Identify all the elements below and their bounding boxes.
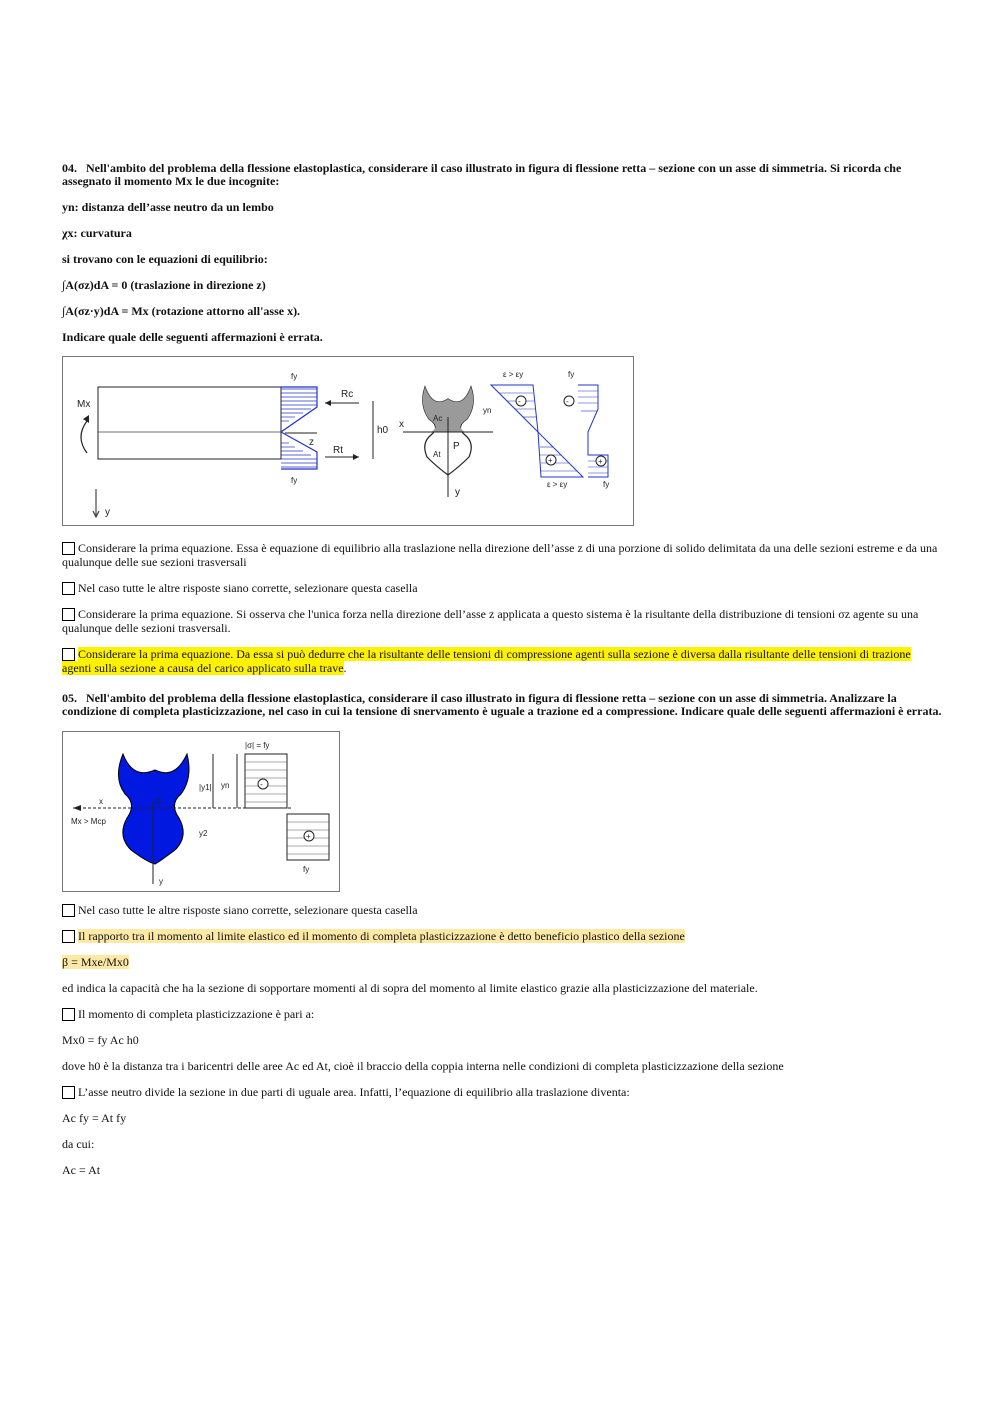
label-h0: h0 xyxy=(377,425,389,436)
q05-option-3-text: Il momento di completa plasticizzazione è pari a: xyxy=(78,1007,315,1021)
q04-option-3-text: Considerare la prima equazione. Si osserva che l'unica forza nella direzione dell’asse z applicata a questo sistema è la risultante della distribuzione di tensioni σz agente su una qualunque delle sezioni trasversali. xyxy=(62,607,919,635)
q04-eq-intro: si trovano con le equazioni di equilibrio: xyxy=(62,252,268,266)
q05-option-3-checkbox[interactable] xyxy=(62,1008,75,1021)
label-p: P xyxy=(453,441,460,452)
q04-option-4 xyxy=(62,647,942,675)
label-ac: Ac xyxy=(433,414,443,423)
q05-option-2-checkbox[interactable] xyxy=(62,930,75,943)
beam-body xyxy=(98,387,281,459)
q05-option-2-formula-line xyxy=(62,955,942,969)
q05-label-mx: Mx > Mcp xyxy=(71,817,106,826)
q05-x-arrowhead xyxy=(73,805,81,811)
label-eps-bottom: ε > εy xyxy=(547,480,568,489)
q05-label-plus: + xyxy=(306,832,311,841)
q05-option-4-checkbox[interactable] xyxy=(62,1086,75,1099)
q05-figure xyxy=(62,731,340,892)
q04-option-4-text: Considerare la prima equazione. Da essa si può dedurre che la risultante delle tensioni di compressione agenti sulla sezione è diversa dalla risultante delle tensioni di trazione agenti sulla sezione a causa del carico applicato sulla trave xyxy=(62,647,911,675)
q04-figure xyxy=(62,356,634,526)
q04-option-2-checkbox[interactable] xyxy=(62,582,75,595)
label-yn: yn xyxy=(483,406,492,415)
q05-question xyxy=(62,692,942,718)
q04-ask: Indicare quale delle seguenti affermazioni è errata. xyxy=(62,330,323,344)
label-strain-plus: + xyxy=(548,456,553,465)
q04-option-2 xyxy=(62,581,942,595)
q05-label-fy: fy xyxy=(303,865,310,874)
q05-option-1-text: Nel caso tutte le altre risposte siano corrette, selezionare questa casella xyxy=(78,903,418,917)
q04-question-text: Nell'ambito del problema della flessione elastoplastica, considerare il caso illustrato in figura di flessione retta – sezione con un asse di simmetria. Si ricorda che assegnato il momento Mx le due incognite: xyxy=(62,161,902,188)
moment-arrow xyxy=(81,421,87,453)
q05-option-4-mid: da cui: xyxy=(62,1137,95,1151)
strain-top xyxy=(491,385,538,432)
q05-option-3 xyxy=(62,1007,942,1021)
q05-option-2-text: Il rapporto tra il momento al limite elastico ed il momento di completa plasticizzazione è detto beneficio plastico della sezione xyxy=(78,929,685,943)
label-eps-top: ε > εy xyxy=(503,370,524,379)
q05-option-2-tail: ed indica la capacità che ha la sezione di sopportare momenti al di sopra del momento al limite elastico grazie alla plasticizzazione del materiale. xyxy=(62,981,758,995)
q05-option-4-formula2: Ac = At xyxy=(62,1163,101,1177)
label-stress2-minus: - xyxy=(566,397,569,406)
q05-label-y: y xyxy=(159,877,163,886)
label-fy-right-bottom: fy xyxy=(603,480,610,489)
label-rc: Rc xyxy=(341,389,354,400)
q04-option-3-checkbox[interactable] xyxy=(62,608,75,621)
label-stress2-plus: + xyxy=(598,457,603,466)
q05-option-1 xyxy=(62,903,942,917)
q05-question-text: Nell'ambito del problema della flessione elastoplastica, considerare il caso illustrato in figura di flessione retta – sezione con un asse di simmetria. Analizzare la condizione di completa plasticizzazione, nel caso in cui la tensione di snervamento è uguale a trazione ed a compressione. Indicare quale delle seguenti affermazioni è errata. xyxy=(62,691,942,718)
label-strain-minus: - xyxy=(518,397,521,406)
q04-number: 04. xyxy=(62,161,77,175)
q05-option-2-formula: β = Mxe/Mx0 xyxy=(62,955,129,969)
label-rt: Rt xyxy=(333,445,343,456)
q05-option-4-text: L’asse neutro divide la sezione in due parti di uguale area. Infatti, l’equazione di equilibrio alla traslazione diventa: xyxy=(78,1085,630,1099)
q05-option-4 xyxy=(62,1085,942,1099)
q05-option-3-formula: Mx0 = fy Ac h0 xyxy=(62,1033,139,1047)
q04-eq2: ∫A(σz·y)dA = Mx (rotazione attorno all'asse x). xyxy=(62,304,301,318)
q05-option-4-formula1: Ac fy = At fy xyxy=(62,1111,127,1125)
q04-option-3 xyxy=(62,607,942,635)
label-at: At xyxy=(433,450,441,459)
label-y: y xyxy=(105,507,110,518)
label-x: x xyxy=(399,419,404,430)
q04-option-1 xyxy=(62,541,942,569)
label-fy-top: fy xyxy=(291,372,298,381)
q05-label-minus: - xyxy=(260,780,263,789)
q05-option-2 xyxy=(62,929,942,943)
q05-option-1-checkbox[interactable] xyxy=(62,904,75,917)
label-fy-right-top: fy xyxy=(568,370,575,379)
stress-hatch-top xyxy=(281,389,317,421)
q05-label-sigma: |σ| = fy xyxy=(245,741,270,750)
q04-chi-line: χx: curvatura xyxy=(62,226,132,240)
q05-figure-svg xyxy=(63,732,339,891)
q05-label-y1: |y1| xyxy=(199,783,212,792)
label-fy-bottom: fy xyxy=(291,476,298,485)
label-z: z xyxy=(309,437,314,448)
q05-label-y2: y2 xyxy=(199,829,208,838)
q04-yn-line: yn: distanza dell’asse neutro da un lembo xyxy=(62,200,274,214)
q05-number: 05. xyxy=(62,691,77,705)
q04-question xyxy=(62,162,942,188)
q05-option-3-tail: dove h0 è la distanza tra i baricentri delle aree Ac ed At, cioè il braccio della coppia interna nelle condizioni di completa plasticizzazione della sezione xyxy=(62,1059,784,1073)
q05-label-yn: yn xyxy=(221,781,230,790)
label-section-y: y xyxy=(455,487,460,498)
q04-option-1-text: Considerare la prima equazione. Essa è equazione di equilibrio alla traslazione nella direzione dell’asse z di una porzione di solido delimitata da una delle sezioni estreme e da una qualunque delle sue sezioni trasversali xyxy=(62,541,938,569)
page-content xyxy=(62,162,942,1177)
q04-eq1: ∫A(σz)dA = 0 (traslazione in direzione z) xyxy=(62,278,266,292)
q04-figure-svg xyxy=(63,357,633,525)
q05-section-shape xyxy=(118,754,189,864)
q04-option-4-tail: . xyxy=(343,661,347,675)
q04-option-1-checkbox[interactable] xyxy=(62,542,75,555)
q05-label-g: G xyxy=(155,797,162,806)
stress-outline xyxy=(281,387,317,469)
q04-option-4-checkbox[interactable] xyxy=(62,648,75,661)
q04-option-2-text: Nel caso tutte le altre risposte siano corrette, selezionare questa casella xyxy=(78,581,418,595)
strain-bottom xyxy=(538,432,583,477)
label-mx: Mx xyxy=(77,399,91,410)
q05-label-x: x xyxy=(99,797,103,806)
